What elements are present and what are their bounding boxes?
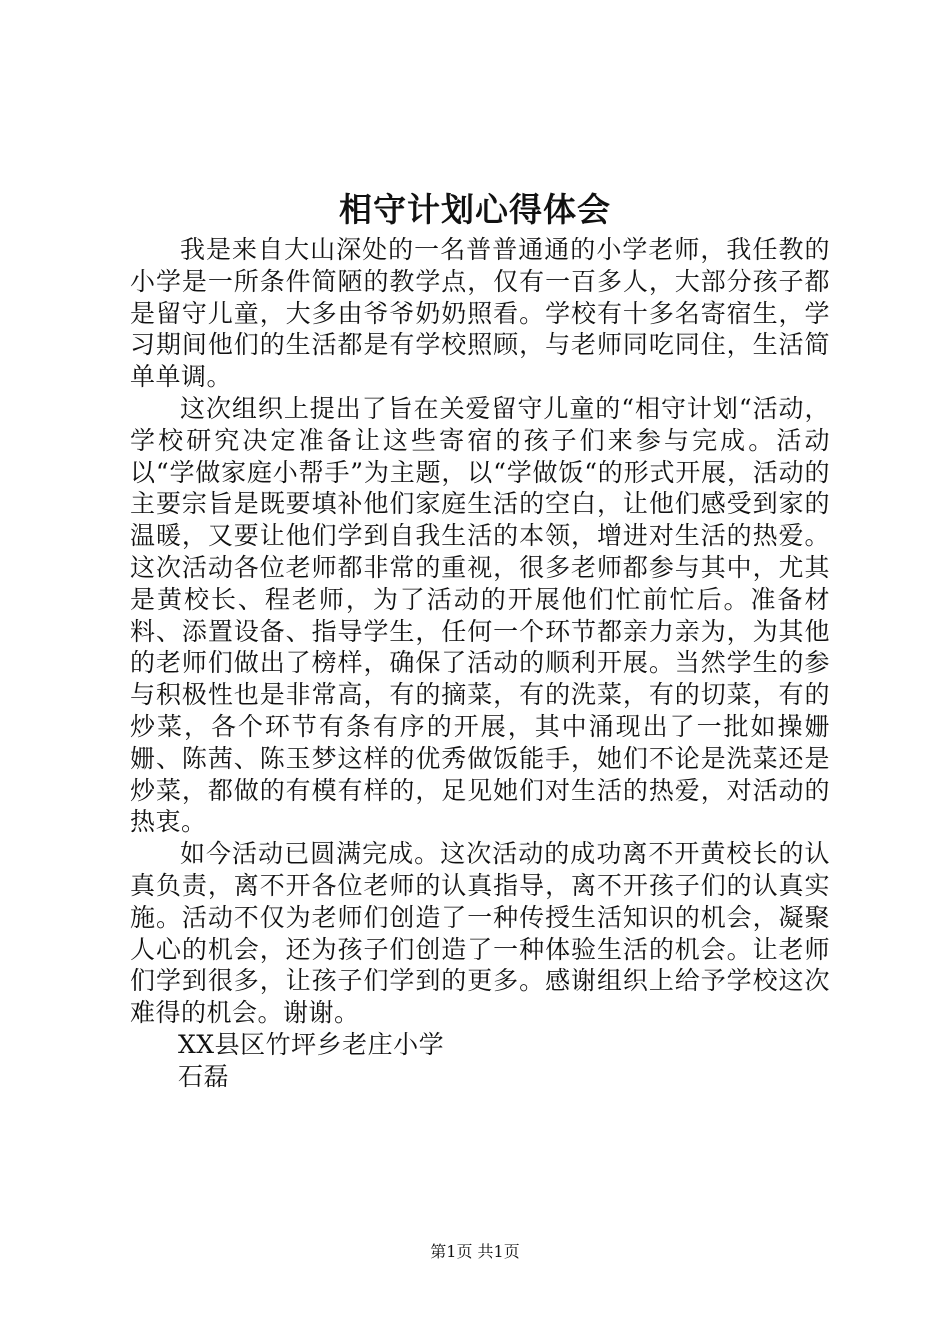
page-footer: 第1页 共1页 bbox=[430, 1242, 520, 1261]
paragraph-2: 这次组织上提出了旨在关爱留守儿童的“相守计划“活动，学校研究决定准备让这些寄宿的孩子们来参与完成。活动以“学做家庭小帮手”为主题，以“学做饭“的形式开展，活动的主要宗旨是既要填补他们家庭生活的空白，让他们感受到家的温暖，又要让他们学到自我生活的本领，增进对生活的热爱。这次活动各位老师都非常的重视，很多老师都参与其中，尤其是黄校长、程老师，为了活动的开展他们忙前忙后。准备材料、添置设备、指导学生，任何一个环节都亲力亲为，为其他的老师们做出了榜样，确保了活动的顺利开展。当然学生的参与积极性也是非常高，有的摘菜，有的洗菜，有的切菜，有的炒菜，各个环节有条有序的开展，其中涌现出了一批如操姗姗、陈茜、陈玉梦这样的优秀做饭能手，她们不论是洗菜还是炒菜，都做的有模有样的，足见她们对生活的热爱，对活动的热衷。 bbox=[130, 393, 830, 837]
paragraph-1: 我是来自大山深处的一名普普通通的小学老师，我任教的小学是一所条件简陋的教学点，仅有一百多人，大部分孩子都是留守儿童，大多由爷爷奶奶照看。学校有十多名寄宿生，学习期间他们的生活都是有学校照顾，与老师同吃同住，生活简单单调。 bbox=[130, 235, 830, 392]
paragraph-3: 如今活动已圆满完成。这次活动的成功离不开黄校长的认真负责，离不开各位老师的认真指导，离不开孩子们的认真实施。活动不仅为老师们创造了一种传授生活知识的机会，凝聚人心的机会，还为孩子们创造了一种体验生活的机会。让老师们学到很多，让孩子们学到的更多。感谢组织上给予学校这次难得的机会。谢谢。 bbox=[130, 839, 830, 1028]
document-title: 相守计划心得体会 bbox=[339, 190, 611, 229]
signature-organization: XX县区竹坪乡老庄小学 bbox=[178, 1029, 445, 1059]
signature-name: 石磊 bbox=[178, 1061, 230, 1091]
document-body bbox=[130, 234, 830, 1093]
